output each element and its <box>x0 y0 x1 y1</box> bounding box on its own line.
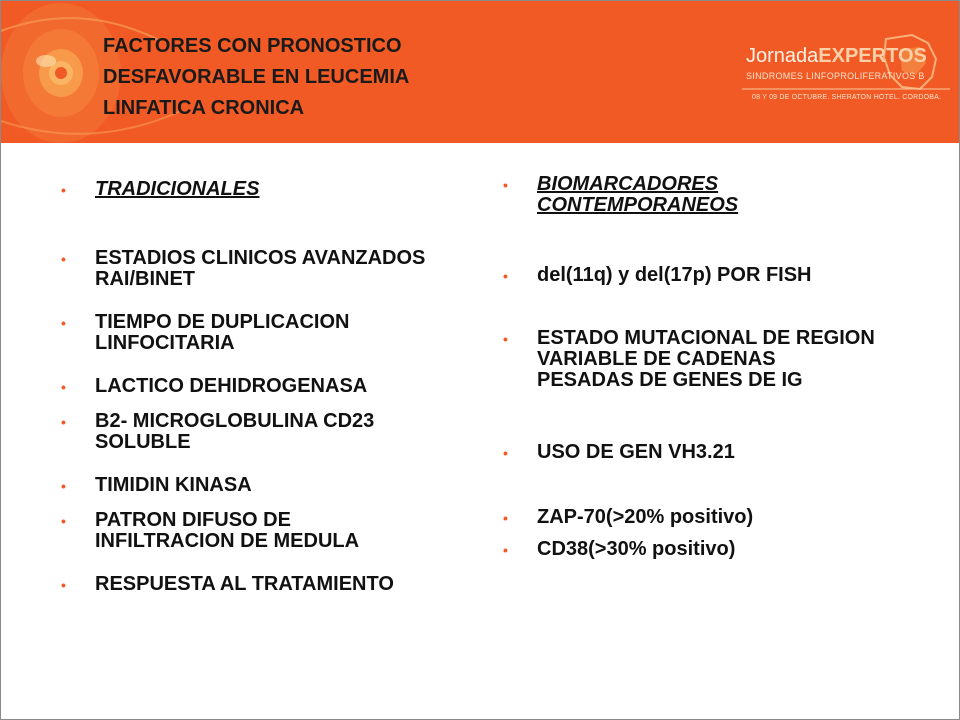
left-item-7 <box>61 573 455 595</box>
bullet-icon: • <box>503 510 508 526</box>
bullet-icon: • <box>61 315 66 331</box>
right-item-text: CD38(>30% positivo) <box>537 538 736 560</box>
right-item-text: USO DE GEN VH3.21 <box>537 441 735 463</box>
bullet-icon: • <box>61 577 66 593</box>
right-item-5 <box>503 538 917 560</box>
left-item-text: RESPUESTA AL TRATAMIENTO <box>95 573 394 595</box>
left-heading <box>61 178 455 200</box>
slide-title-line-2: DESFAVORABLE EN LEUCEMIA <box>103 66 410 88</box>
bullet-icon: • <box>503 542 508 558</box>
logo-expertos-text: EXPERTOS <box>818 45 927 67</box>
left-item-text: B2- MICROGLOBULINA CD23 SOLUBLE <box>95 410 375 453</box>
slide-title-line-1: FACTORES CON PRONOSTICO <box>103 35 402 57</box>
bullet-icon: • <box>503 268 508 284</box>
bullet-icon: • <box>503 177 508 193</box>
bullet-icon: • <box>61 478 66 494</box>
left-item-5 <box>61 474 455 496</box>
bullet-icon: • <box>61 251 66 267</box>
right-item-text: del(11q) y del(17p) POR FISH <box>537 264 812 286</box>
left-item-6 <box>61 509 415 552</box>
right-item-2 <box>503 327 877 391</box>
left-item-1 <box>61 247 470 290</box>
bullet-icon: • <box>503 445 508 461</box>
right-item-text: ESTADO MUTACIONAL DE REGION VARIABLE DE CADENAS PESADAS DE GENES DE IG <box>537 327 875 391</box>
right-heading-text: BIOMARCADORES CONTEMPORANEOS <box>537 173 739 216</box>
right-item-3 <box>503 441 917 463</box>
right-item-text: ZAP-70(>20% positivo) <box>537 506 754 528</box>
slide-title <box>103 31 523 124</box>
logo-jornada-text: Jornada <box>746 45 819 67</box>
slide-title-line-3: LINFATICA CRONICA <box>103 97 305 119</box>
right-heading <box>503 173 797 216</box>
left-item-4 <box>61 410 435 453</box>
logo-date-line: 08 Y 09 DE OCTUBRE. SHERATON HOTEL. CORDOBA. <box>752 94 942 101</box>
left-item-text: PATRON DIFUSO DE INFILTRACION DE MEDULA <box>95 509 360 552</box>
right-item-4 <box>503 506 917 528</box>
bullet-icon: • <box>61 182 66 198</box>
logo-title <box>746 45 927 68</box>
left-item-text: ESTADIOS CLINICOS AVANZADOS RAI/BINET <box>95 247 426 290</box>
left-item-3 <box>61 375 455 397</box>
bullet-icon: • <box>61 379 66 395</box>
event-logo <box>736 31 956 111</box>
bullet-icon: • <box>61 414 66 430</box>
bullet-icon: • <box>503 331 508 347</box>
left-item-text: LACTICO DEHIDROGENASA <box>95 375 368 397</box>
header-banner <box>1 1 960 143</box>
bullet-icon: • <box>61 513 66 529</box>
logo-subtitle: SINDROMES LINFOPROLIFERATIVOS B <box>746 71 925 81</box>
left-item-text: TIEMPO DE DUPLICACION LINFOCITARIA <box>95 311 350 354</box>
left-item-2 <box>61 311 435 354</box>
right-item-1 <box>503 264 917 286</box>
left-item-text: TIMIDIN KINASA <box>95 474 252 496</box>
left-heading-text: TRADICIONALES <box>95 178 260 200</box>
